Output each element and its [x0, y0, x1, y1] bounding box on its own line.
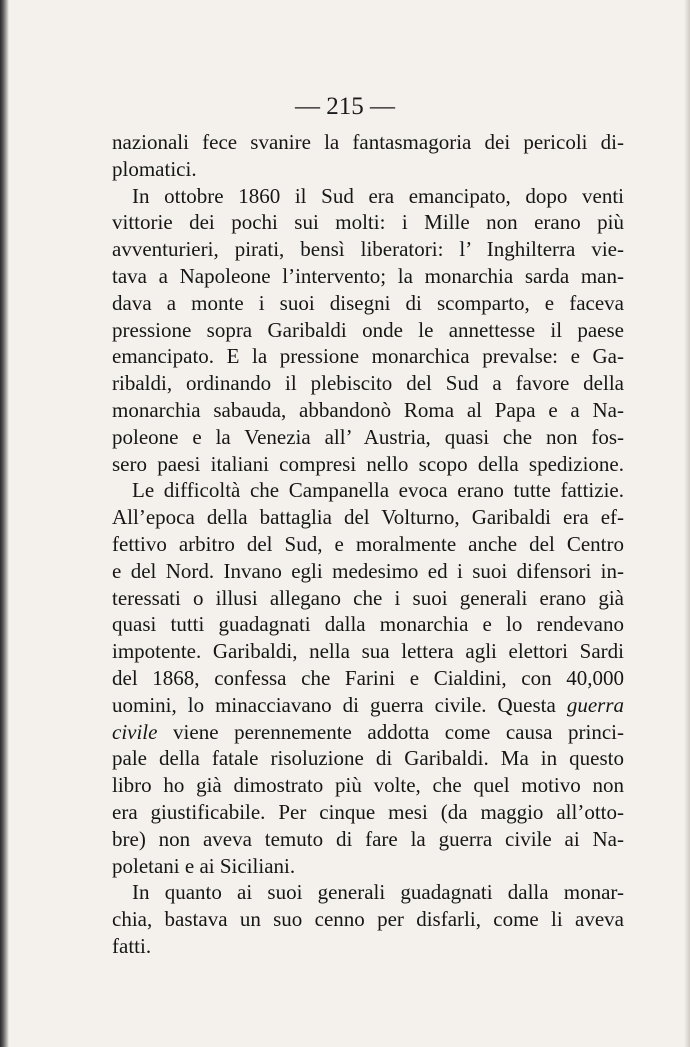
page-number: — 215 — — [295, 93, 395, 120]
text-fragment: viene perennemente addotta come causa princi- — [173, 719, 625, 744]
text-line: libro ho già dimostrato più volte, che quel motivo non — [112, 773, 624, 798]
text-line: monarchia sabauda, abbandonò Roma al Papa e a Na- — [112, 397, 624, 422]
text-line: In quanto ai suoi generali guadagnati dalla monar- — [132, 880, 624, 905]
italic-term: guerra — [566, 692, 624, 717]
text-line-with-italic — [112, 719, 624, 746]
text-line: impotente. Garibaldi, nella sua lettera agli elettori Sardi — [112, 639, 624, 664]
text-line: poletani e ai Siciliani. — [112, 853, 296, 878]
page-edge-shadow — [684, 0, 690, 1047]
text-line: sero paesi italiani compresi nello scopo della spedizione. — [112, 451, 624, 476]
paragraph — [112, 183, 624, 478]
text-line: e del Nord. Invano egli medesimo ed i suoi difensori in- — [112, 558, 624, 583]
text-line: All’epoca della battaglia del Volturno, Garibaldi era ef- — [112, 505, 624, 530]
body-text — [112, 129, 624, 960]
text-line: emancipato. E la pressione monarchica prevalse: e Ga- — [112, 344, 624, 369]
paragraph — [112, 129, 624, 183]
text-line: nazionali fece svanire la fantasmagoria dei pericoli di- — [112, 130, 624, 154]
text-line: vittorie dei pochi sui molti: i Mille non erano più — [112, 210, 624, 235]
text-line: tava a Napoleone l’intervento; la monarchia sarda man- — [112, 263, 624, 288]
italic-term: civile — [112, 719, 158, 744]
text-line: In ottobre 1860 il Sud era emancipato, dopo venti — [132, 183, 624, 208]
text-line: dava a monte i suoi disegni di scomparto, e faceva — [112, 290, 624, 315]
text-line: quasi tutti guadagnati dalla monarchia e lo rendevano — [112, 612, 624, 637]
paragraph — [112, 879, 624, 959]
text-line: pressione sopra Garibaldi onde le annettesse il paese — [112, 317, 624, 342]
text-line: plomatici. — [112, 156, 197, 181]
text-line: fettivo arbitro del Sud, e moralmente anche del Centro — [112, 531, 624, 556]
text-fragment: uomini, lo minacciavano di guerra civile. Questa — [112, 692, 556, 717]
text-line: era giustificabile. Per cinque mesi (da maggio all’otto- — [112, 799, 624, 824]
text-line: chia, bastava un suo cenno per disfarli, come li aveva — [112, 907, 624, 932]
text-line: bre) non aveva temuto di fare la guerra civile ai Na- — [112, 826, 624, 851]
text-line: ribaldi, ordinando il plebiscito del Sud a favore della — [112, 371, 624, 396]
text-line: pale della fatale risoluzione di Garibaldi. Ma in questo — [112, 746, 624, 771]
text-line: teressati o illusi allegano che i suoi generali erano già — [112, 585, 624, 610]
binding-edge — [0, 0, 9, 1047]
text-line: fatti. — [112, 933, 152, 958]
paragraph — [112, 477, 624, 879]
text-line: avventurieri, pirati, bensì liberatori: l’ Inghilterra vie- — [112, 237, 624, 262]
text-line: Le difficoltà che Campanella evoca erano tutte fattizie. — [132, 478, 624, 503]
text-line: poleone e la Venezia all’ Austria, quasi che non fos- — [112, 424, 624, 449]
text-line: del 1868, confessa che Farini e Cialdini, con 40,000 — [112, 665, 624, 690]
text-line-with-italic — [112, 692, 624, 719]
